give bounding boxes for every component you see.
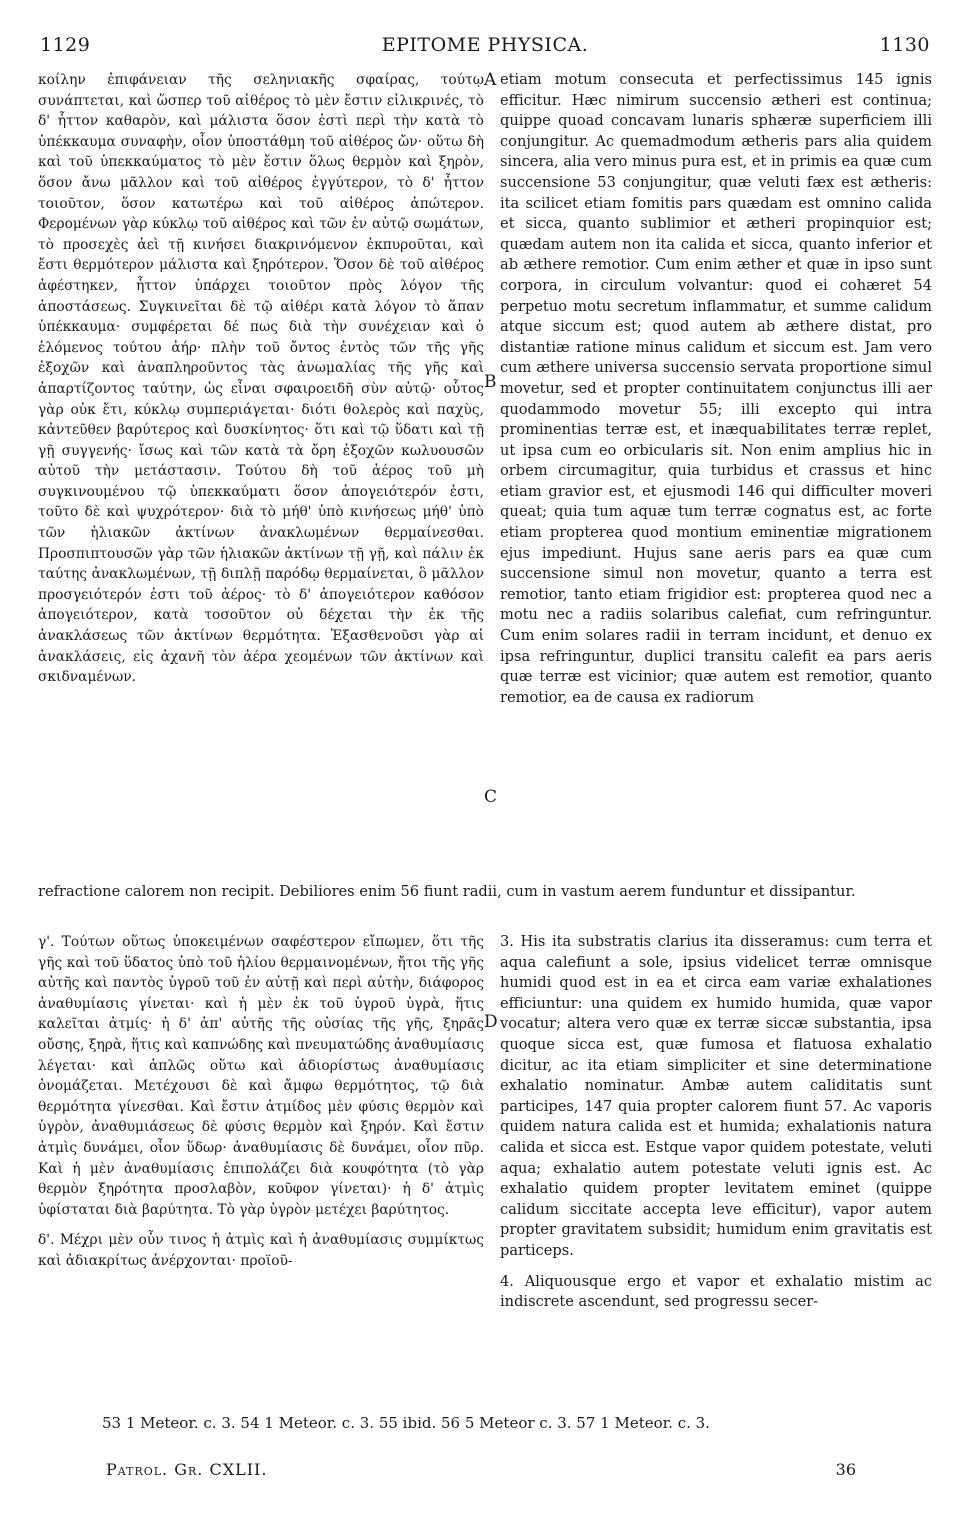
greek-paragraph-4: δ'. Μέχρι μὲν οὖν τινος ἡ ἀτμὶς καὶ ἡ ἀναθυμίασις συμμίκτως καὶ ἀδιακρίτως ἀνέρχονται· προϊοῦ-: [38, 1232, 484, 1269]
latin-column-top: [500, 70, 932, 708]
running-header: [40, 34, 930, 58]
latin-column-bottom: [500, 932, 932, 1313]
latin-paragraph: etiam motum consecuta et perfectissimus 145 ignis efficitur. Hæc nimirum succensio ætheri est continua; quippe quoad concavam lunaris sphæræ superficiem illi conjungitur. Ac quemadmodum ætheris pars alia quidem sincera, alia vero minus pura est, et in primis ea quæ cum succensione 53 conjungitur, quæ veluti fæx est ætheris: ita scilicet etiam fomitis pars quædam est omnino calida et sicca, quanto sublimior et ætheri propinquior est; quædam autem non ita calida et sicca, quanto inferior et ab æthere remotior. Cum enim æther et quæ in ipso sunt corpora, in circulum volvantur: quod ei cohæret 54 perpetuo motu secretum inflammatur, et summe calidum atque siccum est; quod autem ab æthere distat, pro distantiæ ratione minus calidum et siccum est. Jam vero cum æthere universa succensio servata proportione simul movetur, sed et propter continuitatem conjunctus illi aer quodammodo movetur 55; illi excepto qui intra prominentias terræ est, et inæquabilitates terræ replet, ut ipsa cum eo orbicularis sit. Non enim amplius hic in orbem circumagitur, quia turbidus et crassus et hinc etiam gravior est, et ejusmodi 146 qui difficulter moveri queat; quia tum aquæ tum terræ cognatus est, ac forte etiam propterea quod montium eminentiæ migrationem ejus impediunt. Hujus sane aeris pars ea quæ cum succensione simul non movetur, quanto a terra est remotior, tanto etiam frigidior est: propterea quod nec a motu nec a radiis solaribus calefiat, cum refringuntur. Cum enim solares radii in terram incidunt, et denuo ex ipsa refringuntur, duplici transitu calefit ea pars aeris quæ terræ est vicinior; quæ autem est remotior, quanto remotior, ea de causa ex radiorum: [500, 71, 932, 706]
running-title: EPITOME PHYSICA.: [381, 34, 589, 56]
margin-letter-a: A: [484, 70, 497, 90]
margin-letter-d: D: [484, 1012, 498, 1032]
page-footer: [106, 1460, 856, 1482]
full-width-line: refractione calorem non recipit. Debiliores enim 56 fiunt radii, cum in vastum aerem funduntur et dissipantur.: [38, 883, 856, 900]
series-reference: Patrol. Gr. CXLII.: [106, 1460, 268, 1479]
latin-paragraph-4: 4. Aliquousque ergo et vapor et exhalatio mistim ac indiscrete ascendunt, sed progressu secer-: [500, 1272, 932, 1311]
margin-letter-c: C: [484, 787, 498, 807]
greek-paragraph-3: γ'. Τούτων οὕτως ὑποκειμένων σαφέστερον εἴπωμεν, ὅτι τῆς γῆς καὶ τοῦ ὕδατος ὑπὸ τοῦ ἡλίου θερμαινομένων, ἤτοι τῆς γῆς αὐτῆς καὶ παντὸς ὑγροῦ τοῦ ἐν αὐτῇ καὶ περὶ αὐτὴν, διάφορος ἀναθυμίασις γίνεται· καὶ ἡ μὲν ἐκ τοῦ ὑγροῦ ὑγρὰ, ἥτις καλεῖται ἀτμίς· ἡ δ' ἀπ' αὐτῆς τῆς οὐσίας τῆς γῆς, ξηρᾶς οὔσης, ξηρὰ, ἥτις καὶ καπνώδης καὶ πνευματώδης ἀναθυμίασις λέγεται· καὶ ἁπλῶς οὕτω καὶ ἀδιορίστως ἀναθυμίασις ὀνομάζεται. Μετέχουσι δὲ καὶ ἄμφω θερμότητος, τῷ διὰ θερμότητα γίνεσθαι. Καὶ ἔστιν ἀτμίδος μὲν φύσις θερμὸν καὶ ὑγρὸν, ἀναθυμιάσεως δὲ φύσις θερμὸν καὶ ξηρόν. Καὶ ἔστιν ἀτμὶς δυνάμει, οἷον ὕδωρ· ἀναθυμίασις δὲ δυνάμει, οἷον πῦρ. Καὶ ἡ μὲν ἀναθυμίασις ἐπιπολάζει διὰ κουφότητα (τὸ γὰρ θερμὸν ξηρότητα προσλαβὸν, κοῦφον γίνεται)· ἡ δ' ἀτμὶς ὑφίσταται διὰ βαρύτητα. Τὸ γὰρ ὑγρὸν μετέχει βαρύτητος.: [38, 934, 484, 1218]
right-column-number: 1130: [879, 34, 930, 56]
greek-column-bottom: [38, 932, 484, 1272]
footnotes: 53 1 Meteor. c. 3. 54 1 Meteor. c. 3. 55 ibid. 56 5 Meteor c. 3. 57 1 Meteor. c. 3.: [102, 1414, 710, 1432]
latin-paragraph-3: 3. His ita substratis clarius ita disseramus: cum terra et aqua calefiunt a sole, ipsius videlicet terræ omnisque humidi quod est in ea et circa eam variæ exhalationes efficiuntur: una quidem ex humido humida, quæ vapor vocatur; altera vero quæ ex terræ siccæ substantia, ipsa quoque sicca est, quæ fumosa et flatuosa exhalatio dicitur, ac ita etiam simpliciter et sine determinatione exhalatio nominatur. Ambæ autem caliditatis sunt participes, 147 quia propter calorem fiunt 57. Ac vaporis quidem natura calida est et humida; exhalationis natura calida et sicca est. Estque vapor quidem potestate, veluti aqua; exhalatio autem potestate veluti ignis est. Ac exhalatio quidem propter levitatem eminet (quippe calidum siccitate accepta leve efficitur), vapor autem propter gravitatem subsidit; humidum enim gravitatis est particeps.: [500, 933, 932, 1259]
left-column-number: 1129: [40, 34, 91, 56]
greek-column-top: [38, 70, 484, 688]
greek-paragraph: κοίλην ἐπιφάνειαν τῆς σεληνιακῆς σφαίρας, τούτῳ συνάπτεται, καὶ ὥσπερ τοῦ αἰθέρος τὸ μὲν ἔστιν εἰλικρινές, τὸ δ' ἧττον καθαρὸν, καὶ μάλιστα ὅσον ἐστὶ περὶ τὴν κατὰ τὸ ὑπέκκαυμα συναφὴν, οἷον ὑποστάθμη τοῦ αἰθέρος ὤν· οὕτω δὴ καὶ τοῦ ὑπεκκαύματος τὸ μὲν ἔστιν ὅλως θερμὸν καὶ ξηρὸν, ὅσον ἄνω μᾶλλον καὶ τοῦ αἰθέρος ἐγγύτερον, τὸ δ' ἧττον τοιοῦτον, ὅσον κατωτέρω καὶ τοῦ αἰθέρος ἀπώτερον. Φερομένων γὰρ κύκλῳ τοῦ αἰθέρος καὶ τῶν ἐν αὐτῷ σωμάτων, τὸ προσεχὲς ἀεὶ τῇ κινήσει διακρινόμενον ἐκπυροῦται, καὶ ἔστι θερμότερον μάλιστα καὶ ξηρότερον. Ὅσον δὲ τοῦ αἰθέρος ἀφέστηκεν, ἧττον ὑπάρχει τοιοῦτον πρὸς λόγον τῆς ἀποστάσεως. Συγκινεῖται δὲ τῷ αἰθέρι κατὰ λόγον τὸ ἅπαν ὑπέκκαυμα· συμφέρεται δέ πως διὰ τὴν συνέχειαν καὶ ὁ ἑλόμενος τούτου ἀήρ· πλὴν τοῦ ὄντος ἐντὸς τῶν τῆς γῆς ἐξοχῶν καὶ ἀναπληροῦντος τὰς ἀνωμαλίας τῆς γῆς καὶ ἀπαρτίζοντος ταύτην, ὡς εἶναι σφαιροειδῆ σὺν αὐτῷ· οὗτος γὰρ οὐκ ἔτι, κύκλῳ συμπεριάγεται· διότι θολερὸς καὶ παχὺς, κἀντεῦθεν βαρύτερος καὶ δυσκίνητος· ὅτι καὶ τῷ ὕδατι καὶ τῇ γῇ συγγενής· ἴσως καὶ τῶν κατὰ τὰ ὄρη ἐξοχῶν κωλυουσῶν αὐτοῦ τὴν μετάστασιν. Τούτου δὴ τοῦ ἀέρος τοῦ μὴ συγκινουμένου τῷ ὑπεκκαύματι ὅσον ἀπογειότερόν ἐστι, τοῦτο δὲ καὶ ψυχρότερον· διὰ τὸ μήθ' ὑπὸ κινήσεως μήθ' ὑπὸ τῶν ἡλιακῶν ἀκτίνων ἀνακλωμένων θερμαίνεσθαι. Προσπιπτουσῶν γὰρ τῶν ἡλιακῶν ἀκτίνων τῇ γῇ, καὶ πάλιν ἐκ ταύτης ἀνακλωμένων, τῇ διπλῇ παρόδῳ θερμαίνεται, ὃ μᾶλλον προσγειότερόν ἐστι τοῦ ἀέρος· τὸ δ' ἀπογειότερον καθόσον ἀπογειότερον, κατὰ τοσοῦτον οὐ δέχεται τὴν ἐκ τῆς ἀνακλάσεως τῶν ἀκτίνων θερμότητα. Ἐξασθενοῦσι γὰρ αἱ ἀνακλάσεις, εἰς ἀχανῆ τὸν ἀέρα χεομένων τῶν ἀκτίνων καὶ σκιδναμένων.: [38, 72, 484, 686]
signature-number: 36: [835, 1460, 856, 1479]
margin-letter-b: B: [484, 372, 497, 392]
